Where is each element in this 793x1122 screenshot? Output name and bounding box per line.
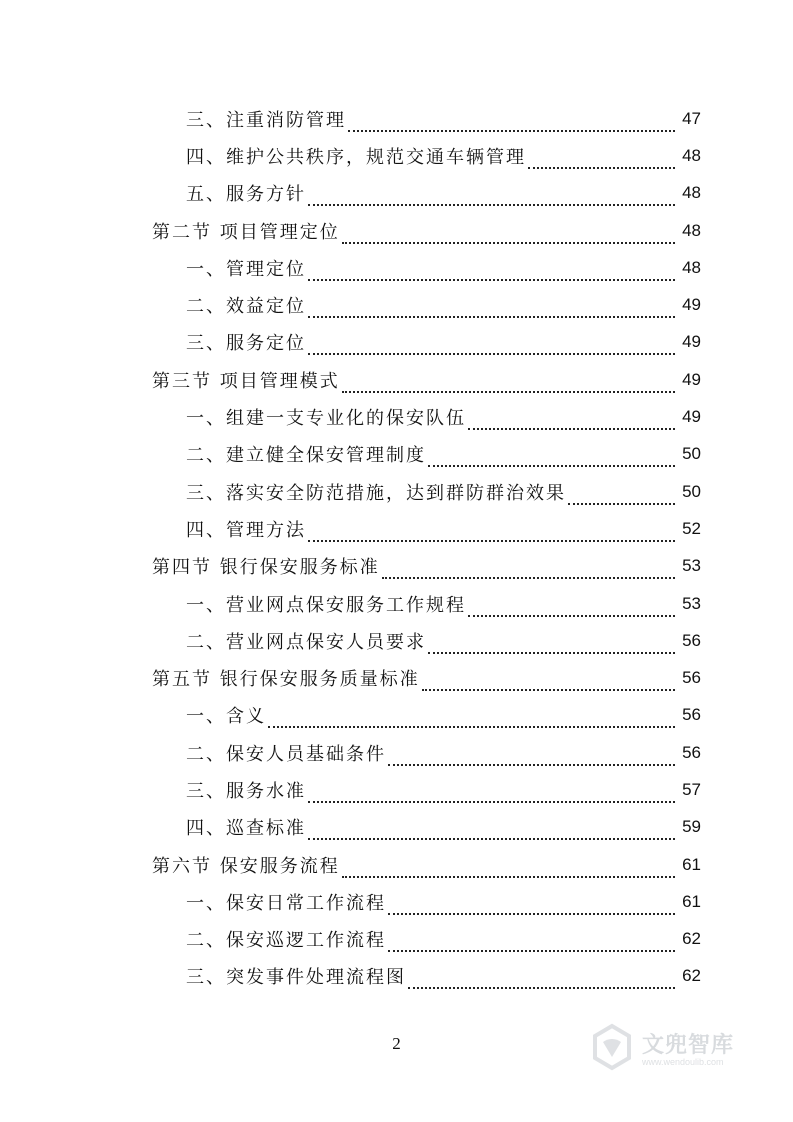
toc-entry-label: 二、营业网点保安人员要求: [186, 631, 426, 653]
toc-entry-label: 三、注重消防管理: [186, 109, 346, 131]
toc-dot-leader: [388, 932, 675, 952]
toc-subsection-entry[interactable]: [0, 175, 793, 212]
toc-dot-leader: [308, 522, 675, 542]
toc-section-entry[interactable]: [0, 212, 793, 249]
toc-dot-leader: [308, 820, 675, 840]
toc-dot-leader: [348, 112, 675, 132]
toc-entry-page: 56: [682, 630, 701, 650]
toc-subsection-entry[interactable]: [0, 697, 793, 734]
toc-subsection-entry[interactable]: [0, 771, 793, 808]
toc-entry-label: 三、服务水准: [186, 780, 306, 802]
toc-entry-label: 一、管理定位: [186, 258, 306, 280]
toc-entry-label: 三、突发事件处理流程图: [186, 967, 406, 989]
toc-entry-page: 61: [682, 891, 701, 911]
page-number: 2: [392, 1034, 401, 1053]
toc-entry-page: 49: [682, 295, 701, 315]
toc-dot-leader: [568, 485, 675, 505]
toc-entry-page: 62: [682, 966, 701, 986]
toc-entry-label: 二、效益定位: [186, 296, 306, 318]
toc-entry-page: 49: [682, 369, 701, 389]
toc-entry-page: 62: [682, 929, 701, 949]
toc-subsection-entry[interactable]: [0, 585, 793, 622]
toc-entry-page: 48: [682, 183, 701, 203]
toc-entry-label: 第二节 项目管理定位: [152, 221, 340, 243]
toc-entry-page: 53: [682, 556, 701, 576]
toc-entry-label: 一、组建一支专业化的保安队伍: [186, 408, 466, 430]
toc-entry-label: 二、建立健全保安管理制度: [186, 445, 426, 467]
toc-entry-label: 四、管理方法: [186, 519, 306, 541]
toc-entry-page: 49: [682, 407, 701, 427]
toc-entry-page: 50: [682, 444, 701, 464]
watermark: [588, 1020, 758, 1074]
toc-dot-leader: [468, 410, 675, 430]
toc-entry-label: 一、保安日常工作流程: [186, 892, 386, 914]
toc-section-entry[interactable]: [0, 659, 793, 696]
toc-subsection-entry[interactable]: [0, 286, 793, 323]
table-of-contents: [0, 100, 793, 995]
toc-dot-leader: [528, 149, 675, 169]
toc-dot-leader: [428, 634, 675, 654]
toc-section-entry[interactable]: [0, 846, 793, 883]
toc-entry-label: 第四节 银行保安服务标准: [152, 557, 380, 579]
toc-entry-page: 48: [682, 145, 701, 165]
toc-entry-label: 第五节 银行保安服务质量标准: [152, 669, 420, 691]
toc-subsection-entry[interactable]: [0, 921, 793, 958]
toc-entry-page: 48: [682, 257, 701, 277]
watermark-name: 文兜智库: [642, 1032, 735, 1058]
toc-entry-label: 三、服务定位: [186, 333, 306, 355]
toc-dot-leader: [342, 224, 675, 244]
toc-dot-leader: [468, 597, 675, 617]
toc-dot-leader: [308, 335, 675, 355]
toc-entry-label: 第六节 保安服务流程: [152, 855, 340, 877]
toc-subsection-entry[interactable]: [0, 436, 793, 473]
toc-dot-leader: [268, 708, 675, 728]
toc-dot-leader: [308, 298, 675, 318]
toc-entry-page: 57: [682, 779, 701, 799]
toc-dot-leader: [382, 559, 675, 579]
toc-entry-page: 50: [682, 481, 701, 501]
toc-entry-page: 49: [682, 332, 701, 352]
toc-entry-page: 53: [682, 593, 701, 613]
toc-dot-leader: [422, 671, 675, 691]
toc-entry-label: 二、保安人员基础条件: [186, 743, 386, 765]
toc-entry-label: 四、巡查标准: [186, 818, 306, 840]
toc-dot-leader: [408, 969, 675, 989]
toc-entry-page: 48: [682, 220, 701, 240]
toc-entry-label: 第三节 项目管理模式: [152, 370, 340, 392]
toc-subsection-entry[interactable]: [0, 473, 793, 510]
toc-subsection-entry[interactable]: [0, 734, 793, 771]
toc-entry-label: 三、落实安全防范措施，达到群防群治效果: [186, 482, 566, 504]
toc-dot-leader: [388, 746, 675, 766]
toc-dot-leader: [308, 261, 675, 281]
toc-dot-leader: [388, 895, 675, 915]
toc-subsection-entry[interactable]: [0, 137, 793, 174]
toc-dot-leader: [342, 858, 675, 878]
toc-subsection-entry[interactable]: [0, 883, 793, 920]
toc-subsection-entry[interactable]: [0, 809, 793, 846]
toc-entry-page: 56: [682, 742, 701, 762]
toc-entry-page: 52: [682, 518, 701, 538]
toc-entry-page: 56: [682, 705, 701, 725]
toc-subsection-entry[interactable]: [0, 958, 793, 995]
toc-dot-leader: [308, 783, 675, 803]
toc-dot-leader: [428, 447, 675, 467]
toc-subsection-entry[interactable]: [0, 398, 793, 435]
toc-subsection-entry[interactable]: [0, 510, 793, 547]
toc-entry-page: 61: [682, 854, 701, 874]
toc-subsection-entry[interactable]: [0, 324, 793, 361]
toc-entry-label: 二、保安巡逻工作流程: [186, 930, 386, 952]
toc-entry-label: 一、营业网点保安服务工作规程: [186, 594, 466, 616]
toc-section-entry[interactable]: [0, 361, 793, 398]
toc-subsection-entry[interactable]: [0, 622, 793, 659]
watermark-url: www.wendoulib.com: [642, 1056, 724, 1067]
toc-dot-leader: [342, 373, 675, 393]
toc-section-entry[interactable]: [0, 548, 793, 585]
toc-entry-page: 59: [682, 817, 701, 837]
wendou-logo-icon: [588, 1023, 636, 1071]
toc-entry-page: 56: [682, 668, 701, 688]
toc-entry-label: 五、服务方针: [186, 184, 306, 206]
toc-entry-label: 四、维护公共秩序，规范交通车辆管理: [186, 146, 526, 168]
toc-dot-leader: [308, 186, 675, 206]
toc-entry-label: 一、含义: [186, 706, 266, 728]
toc-subsection-entry[interactable]: [0, 100, 793, 137]
toc-entry-page: 47: [682, 108, 701, 128]
toc-subsection-entry[interactable]: [0, 249, 793, 286]
